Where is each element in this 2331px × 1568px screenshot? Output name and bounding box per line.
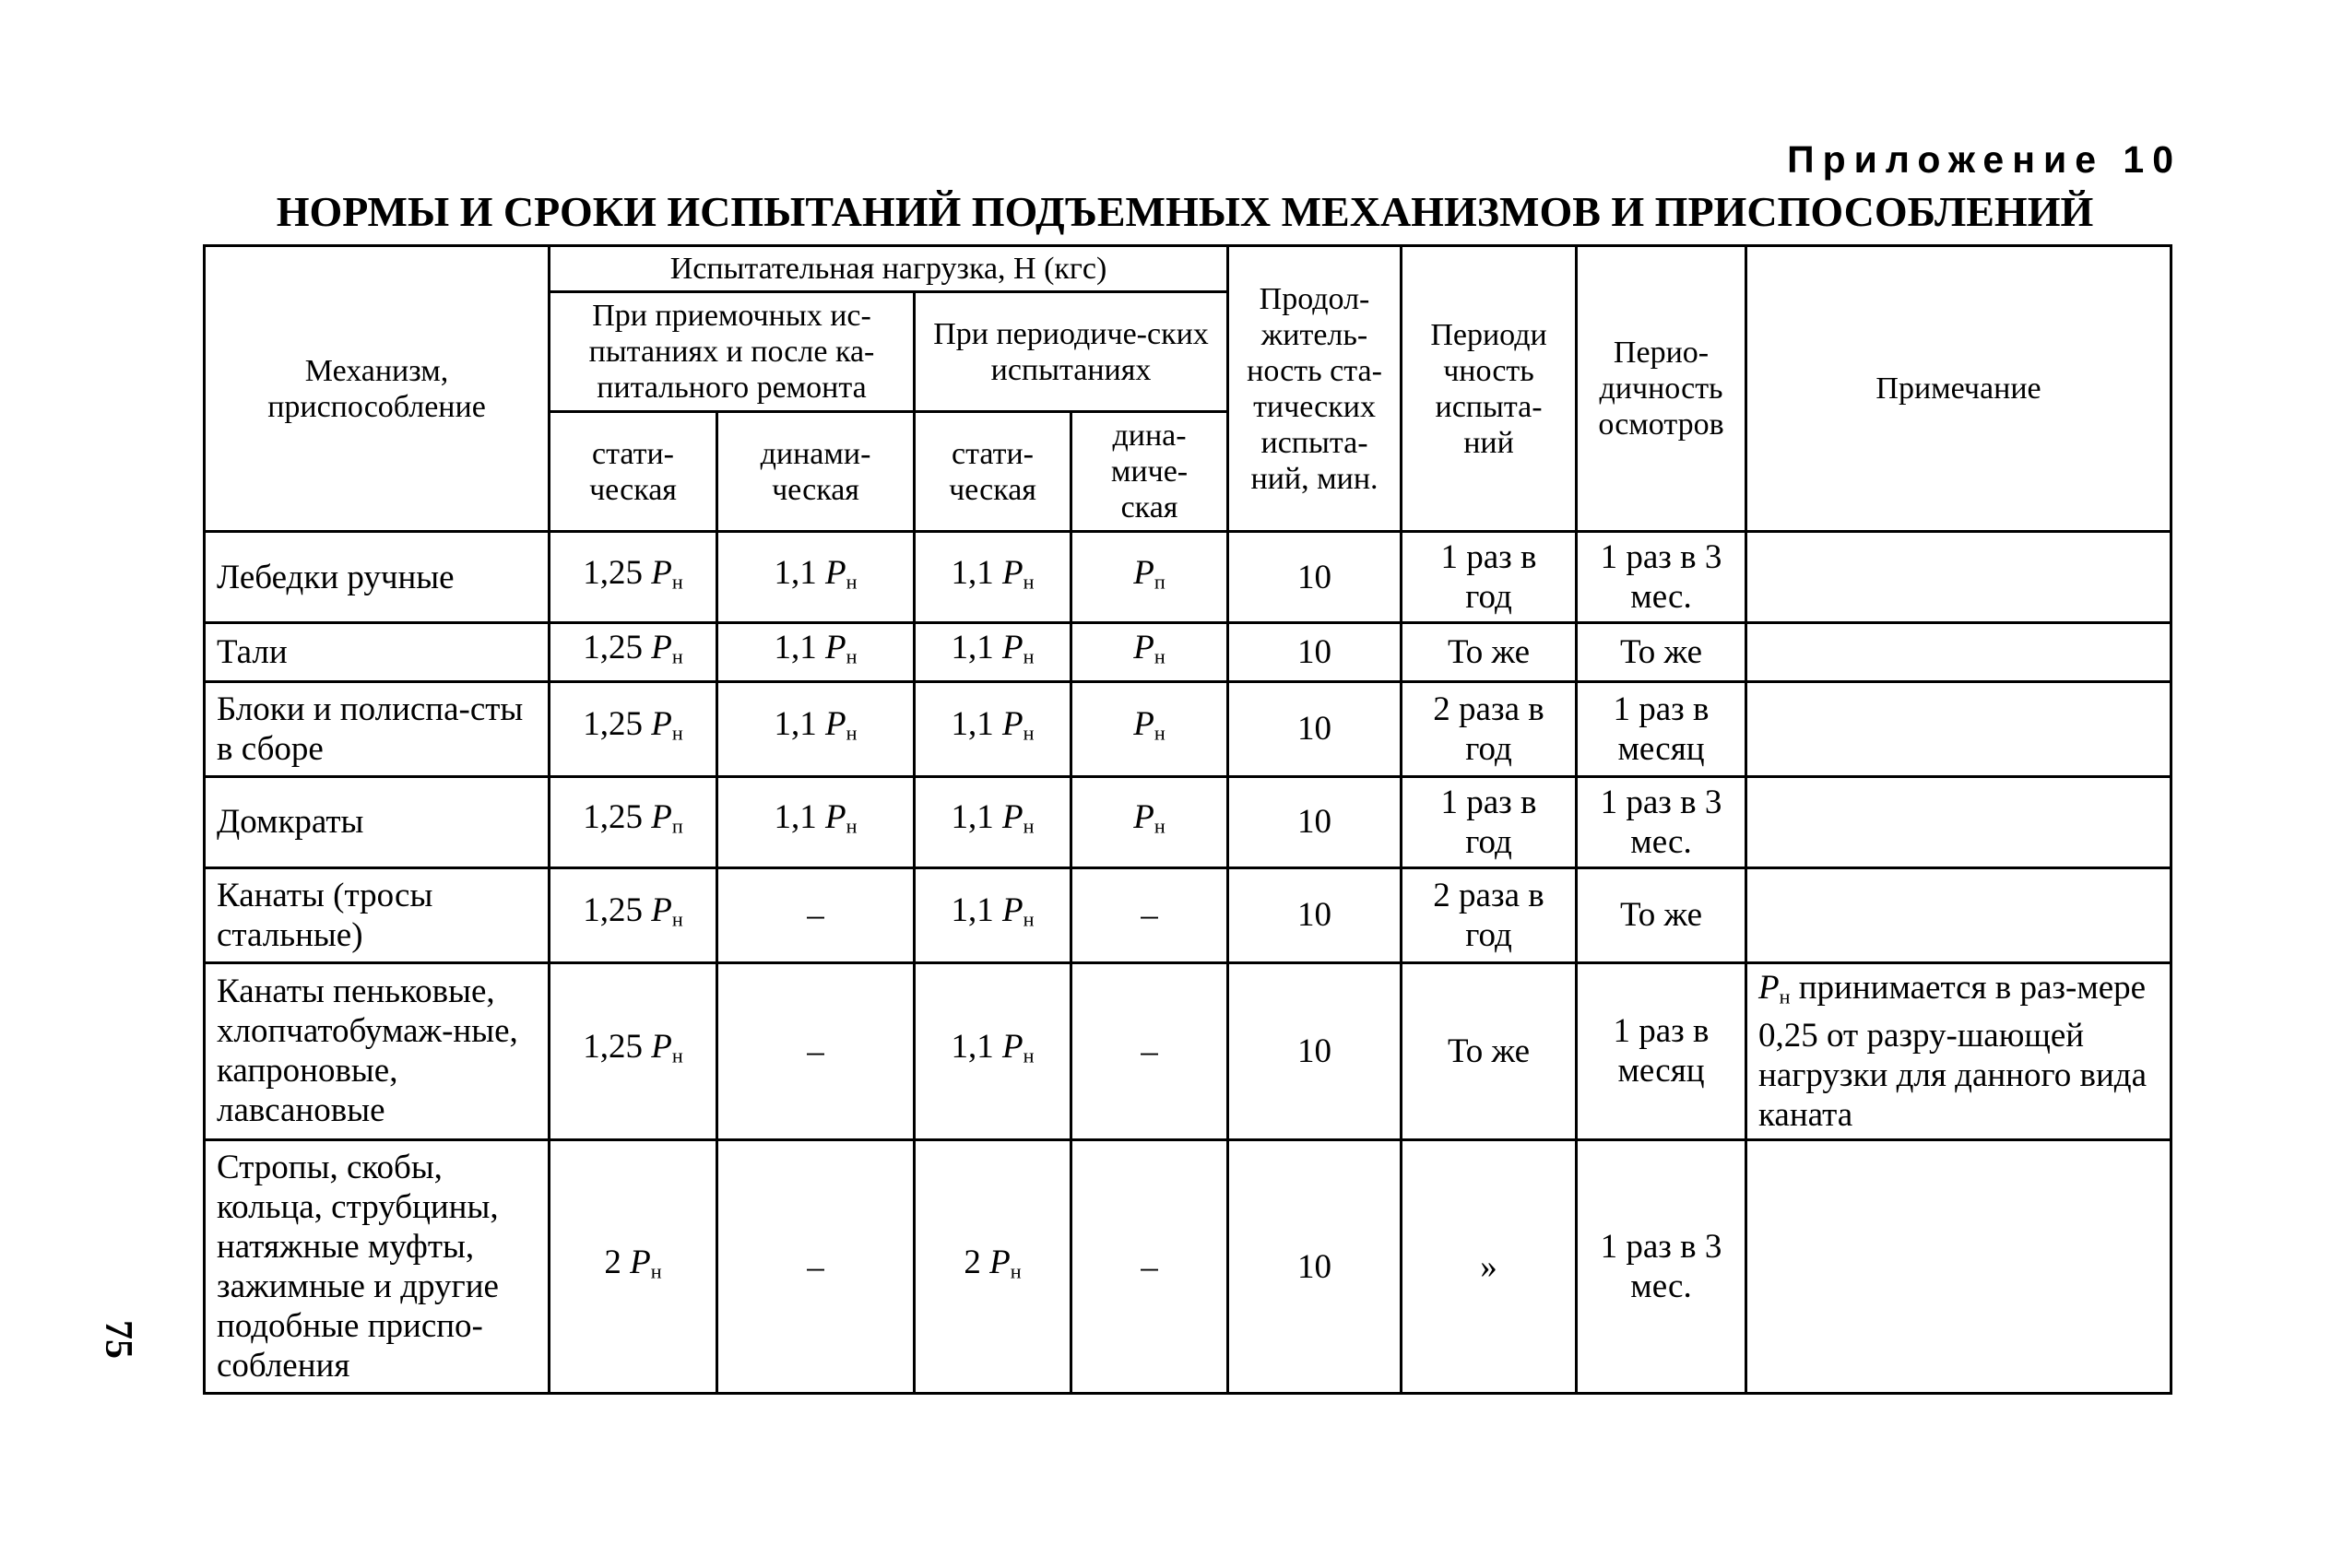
cell-test-frequency: » (1402, 1140, 1577, 1394)
appendix-label: Приложение 10 (1787, 138, 2182, 181)
cell-per-dynamic: – (1071, 867, 1228, 962)
table-row (205, 962, 2171, 1140)
cell-acc-dynamic: – (717, 1140, 915, 1394)
norms-table (203, 244, 2172, 1395)
table-row (205, 776, 2171, 867)
cell-mechanism: Лебедки ручные (205, 532, 550, 623)
cell-per-static: 1,1 $P_н$ (915, 867, 1071, 962)
cell-per-static: 1,1 $P_н$ (915, 681, 1071, 776)
header-dynamic-acceptance: динами-ческая (717, 412, 915, 532)
header-periodic: При периодиче-ских испытаниях (915, 292, 1228, 412)
cell-acc-dynamic: – (717, 962, 915, 1140)
cell-per-static: 2 $P_н$ (915, 1140, 1071, 1394)
table-row (205, 681, 2171, 776)
cell-inspection-frequency: 1 раз в месяц (1577, 681, 1746, 776)
cell-mechanism: Блоки и полиспа-сты в сборе (205, 681, 550, 776)
cell-mechanism: Канаты (тросы стальные) (205, 867, 550, 962)
cell-per-dynamic: $P_п$ (1071, 532, 1228, 623)
cell-per-static: 1,1 $P_н$ (915, 962, 1071, 1140)
cell-note (1746, 1140, 2171, 1394)
table-row (205, 1140, 2171, 1394)
header-test-frequency: Периоди чность испыта-ний (1402, 246, 1577, 532)
cell-inspection-frequency: 1 раз в 3 мес. (1577, 1140, 1746, 1394)
header-static-acceptance: стати-ческая (550, 412, 717, 532)
cell-note (1746, 776, 2171, 867)
cell-per-static: 1,1 $P_н$ (915, 623, 1071, 682)
header-static-periodic: стати-ческая (915, 412, 1071, 532)
cell-mechanism: Тали (205, 623, 550, 682)
cell-per-dynamic: $P_н$ (1071, 681, 1228, 776)
cell-mechanism: Канаты пеньковые, хлопчатобумаж-ные, капроновые, лавсановые (205, 962, 550, 1140)
cell-duration: 10 (1228, 623, 1402, 682)
cell-per-dynamic: $P_н$ (1071, 623, 1228, 682)
header-dynamic-periodic: дина-миче-ская (1071, 412, 1228, 532)
cell-mechanism: Домкраты (205, 776, 550, 867)
cell-inspection-frequency: То же (1577, 867, 1746, 962)
cell-duration: 10 (1228, 1140, 1402, 1394)
cell-per-dynamic: – (1071, 962, 1228, 1140)
cell-acc-dynamic: – (717, 867, 915, 962)
page-number: 75 (97, 1320, 139, 1359)
cell-note (1746, 532, 2171, 623)
cell-note (1746, 623, 2171, 682)
cell-acc-static: 1,25 $P_н$ (550, 681, 717, 776)
cell-duration: 10 (1228, 532, 1402, 623)
cell-duration: 10 (1228, 962, 1402, 1140)
cell-per-static: 1,1 $P_н$ (915, 776, 1071, 867)
cell-inspection-frequency: 1 раз в 3 мес. (1577, 532, 1746, 623)
header-duration: Продол-житель-ность ста-тических испыта-ний, мин. (1228, 246, 1402, 532)
cell-inspection-frequency: 1 раз в 3 мес. (1577, 776, 1746, 867)
table-row (205, 867, 2171, 962)
cell-test-frequency: То же (1402, 962, 1577, 1140)
cell-acc-dynamic: 1,1 $P_н$ (717, 681, 915, 776)
cell-test-frequency: То же (1402, 623, 1577, 682)
cell-duration: 10 (1228, 681, 1402, 776)
cell-acc-static: 1,25 $P_н$ (550, 532, 717, 623)
cell-duration: 10 (1228, 867, 1402, 962)
cell-test-frequency: 1 раз в год (1402, 776, 1577, 867)
cell-duration: 10 (1228, 776, 1402, 867)
header-mechanism: Механизм, приспособление (205, 246, 550, 532)
cell-acc-static: 1,25 $P_п$ (550, 776, 717, 867)
header-note: Примечание (1746, 246, 2171, 532)
cell-acc-static: 2 $P_н$ (550, 1140, 717, 1394)
table-row (205, 532, 2171, 623)
cell-note (1746, 681, 2171, 776)
cell-per-static: 1,1 $P_н$ (915, 532, 1071, 623)
cell-per-dynamic: – (1071, 1140, 1228, 1394)
cell-test-frequency: 1 раз в год (1402, 532, 1577, 623)
header-inspection-frequency: Перио-дичность осмотров (1577, 246, 1746, 532)
cell-acc-dynamic: 1,1 $P_н$ (717, 776, 915, 867)
cell-acc-dynamic: 1,1 $P_н$ (717, 532, 915, 623)
cell-acc-static: 1,25 $P_н$ (550, 623, 717, 682)
cell-note (1746, 867, 2171, 962)
cell-test-frequency: 2 раза в год (1402, 681, 1577, 776)
cell-inspection-frequency: 1 раз в месяц (1577, 962, 1746, 1140)
cell-acc-static: 1,25 $P_н$ (550, 962, 717, 1140)
cell-mechanism: Стропы, скобы, кольца, струбцины, натяжные муфты, зажимные и другие подобные приспо-собления (205, 1140, 550, 1394)
header-acceptance: При приемочных ис-пытаниях и после ка-питального ремонта (550, 292, 915, 412)
cell-per-dynamic: $P_н$ (1071, 776, 1228, 867)
cell-acc-static: 1,25 $P_н$ (550, 867, 717, 962)
cell-test-frequency: 2 раза в год (1402, 867, 1577, 962)
cell-acc-dynamic: 1,1 $P_н$ (717, 623, 915, 682)
table-row (205, 623, 2171, 682)
header-test-load: Испытательная нагрузка, Н (кгс) (550, 246, 1228, 292)
cell-note: $P_н$ принимается в раз-мере 0,25 от разру-шающей нагрузки для данного вида каната (1746, 962, 2171, 1140)
cell-inspection-frequency: То же (1577, 623, 1746, 682)
document-title: НОРМЫ И СРОКИ ИСПЫТАНИЙ ПОДЪЕМНЫХ МЕХАНИЗМОВ И ПРИСПОСОБЛЕНИЙ (276, 188, 2094, 235)
